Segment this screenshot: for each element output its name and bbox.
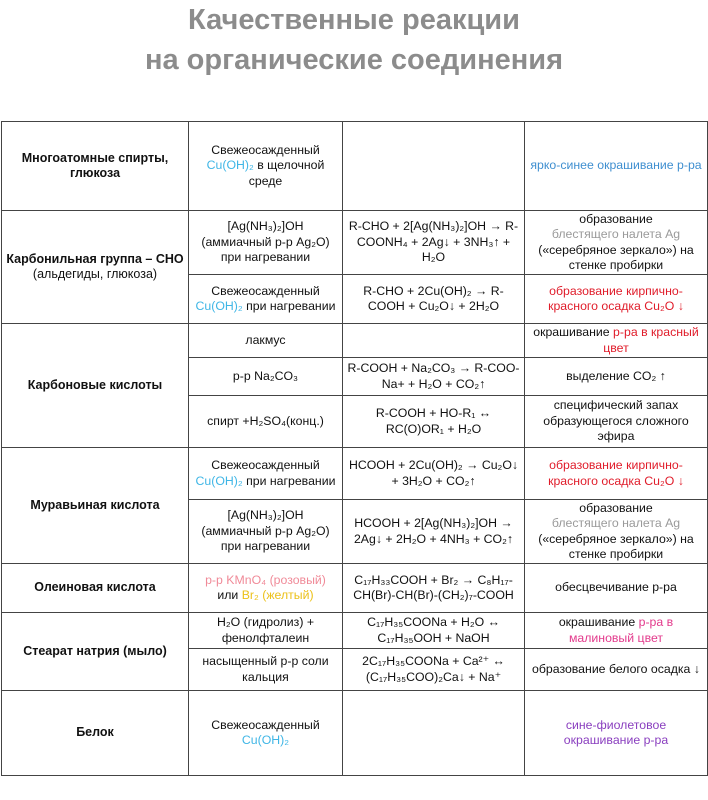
equation-cell: R-COOH + Na₂CO₃ → R-COO-Na+ + H₂O + CO₂↑ [343,358,525,396]
result-cell [525,613,708,649]
compound-cell [2,211,189,324]
result-cell: обесцвечивание р-ра [525,564,708,613]
table-row [2,564,708,613]
reagent-text: в щелочной среде [248,158,325,188]
result-highlight: блестящего налета Ag [551,227,681,241]
reagent-cell: [Ag(NH₃)₂]OH (аммиачный р-р Ag₂O) при нагревании [189,500,343,564]
equation-cell: R-CHO + 2[Ag(NH₃)₂]OH → R-COONH₄ + 2Ag↓ + 3NH₃↑ + H₂O [343,211,525,275]
result-cell: выделение CO₂ ↑ [525,358,708,396]
result-highlight: р-ра в красный цвет [603,325,699,355]
equation-cell: R-COOH + HO-R₁ ↔ RC(O)OR₁ + H₂O [343,396,525,448]
reagent-cell [189,275,343,324]
reagent-cell: спирт +H₂SO₄(конц.) [189,396,343,448]
reagent-cell: р-р Na₂CO₃ [189,358,343,396]
table-row [2,691,708,776]
equation-cell: C₁₇H₃₅COONa + H₂O ↔ C₁₇H₃₅OOH + NaOH [343,613,525,649]
table-row [2,324,708,358]
reagent-cuoh2: Cu(OH)₂ [206,158,254,173]
reagent-cell [189,564,343,613]
reagent-text: Свежеосажденный [211,717,320,732]
result-cell [525,448,708,500]
reagent-cell: [Ag(NH₃)₂]OH (аммиачный р-р Ag₂O) при нагревании [189,211,343,275]
result-cell [525,691,708,776]
result-cell: специфический запах образующегося сложного эфира [525,396,708,448]
compound-cell: Белок [2,691,189,776]
reagent-cell [189,122,343,211]
reagent-cuoh2: Cu(OH)₂ [195,473,243,488]
result-text: ярко-синее окрашивание р-ра [530,158,702,173]
compound-note: (альдегиды, глюкоза) [32,267,158,281]
result-text: образование [579,211,653,226]
compound-cell: Муравьиная кислота [2,448,189,564]
reagent-text: Свежеосажденный [211,458,320,472]
result-cell [525,122,708,211]
result-cell [525,500,708,564]
reagent-kmno4: р-р KMnO₄ (розовый) [205,572,326,587]
equation-cell: 2C₁₇H₃₅COONa + Ca²⁺ ↔ (C₁₇H₃₅COO)₂Ca↓ + Na⁺ [343,649,525,691]
equation-cell: C₁₇H₃₃COOH + Br₂ → C₈H₁₇-CH(Br)-CH(Br)-(CH₂)₇-COOH [343,564,525,613]
reagent-text: или [217,588,239,602]
result-cell [525,324,708,358]
reagent-text: при нагревании [246,473,336,488]
result-cell [525,275,708,324]
result-text: («серебряное зеркало») на стенке пробирки [538,242,694,272]
reagent-cell [189,448,343,500]
result-text: образование [579,500,653,515]
result-cell: образование белого осадка ↓ [525,649,708,691]
result-highlight: блестящего налета Ag [551,516,681,530]
reagent-br2: Br₂ (желтый) [241,588,314,602]
reagent-cell: насыщенный р-р соли кальция [189,649,343,691]
result-text: сине-фиолетовое окрашивание р-ра [563,717,669,747]
table-row [2,211,708,275]
equation-cell: HCOOH + 2Cu(OH)₂ → Cu₂O↓ + 3H₂O + CO₂↑ [343,448,525,500]
result-cell [525,211,708,275]
result-text: («серебряное зеркало») на стенке пробирки [538,531,694,561]
compound-cell: Олеиновая кислота [2,564,189,613]
result-text: образование кирпично-красного осадка Cu₂O ↓ [548,283,684,313]
table-row [2,613,708,649]
result-text: окрашивание [533,325,610,339]
equation-cell: R-CHO + 2Cu(OH)₂ → R-COOH + Cu₂O↓ + 2H₂O [343,275,525,324]
result-text: образование кирпично-красного осадка Cu₂O ↓ [548,458,684,488]
reagent-cell [189,691,343,776]
compound-cell: Многоатомные спирты, глюкоза [2,122,189,211]
compound-name: Карбонильная группа – СНО [6,251,184,266]
reagent-text: при нагревании [246,299,336,313]
equation-cell [343,122,525,211]
reagent-cuoh2: Cu(OH)₂ [241,733,290,747]
reagent-cell: H₂O (гидролиз) + фенолфталеин [189,613,343,649]
reagent-cell: лакмус [189,324,343,358]
result-text: окрашивание [558,615,636,629]
equation-cell: HCOOH + 2[Ag(NH₃)₂]OH → 2Ag↓ + 2H₂O + 4NH₃ + CO₂↑ [343,500,525,564]
qualitative-reactions-table [1,121,708,776]
equation-cell [343,324,525,358]
compound-cell: Стеарат натрия (мыло) [2,613,189,691]
compound-cell: Карбоновые кислоты [2,324,189,448]
reagent-text: Свежеосажденный [211,142,320,157]
page-title-line-2: на органические соединения [144,44,564,76]
equation-cell [343,691,525,776]
result-highlight: р-ра в малиновый цвет [568,615,674,645]
table-row [2,448,708,500]
table-row [2,122,708,211]
page-title-line-1: Качественные реакции [188,4,520,36]
reagent-cuoh2: Cu(OH)₂ [195,299,243,313]
reagent-text: Свежеосажденный [211,283,320,298]
